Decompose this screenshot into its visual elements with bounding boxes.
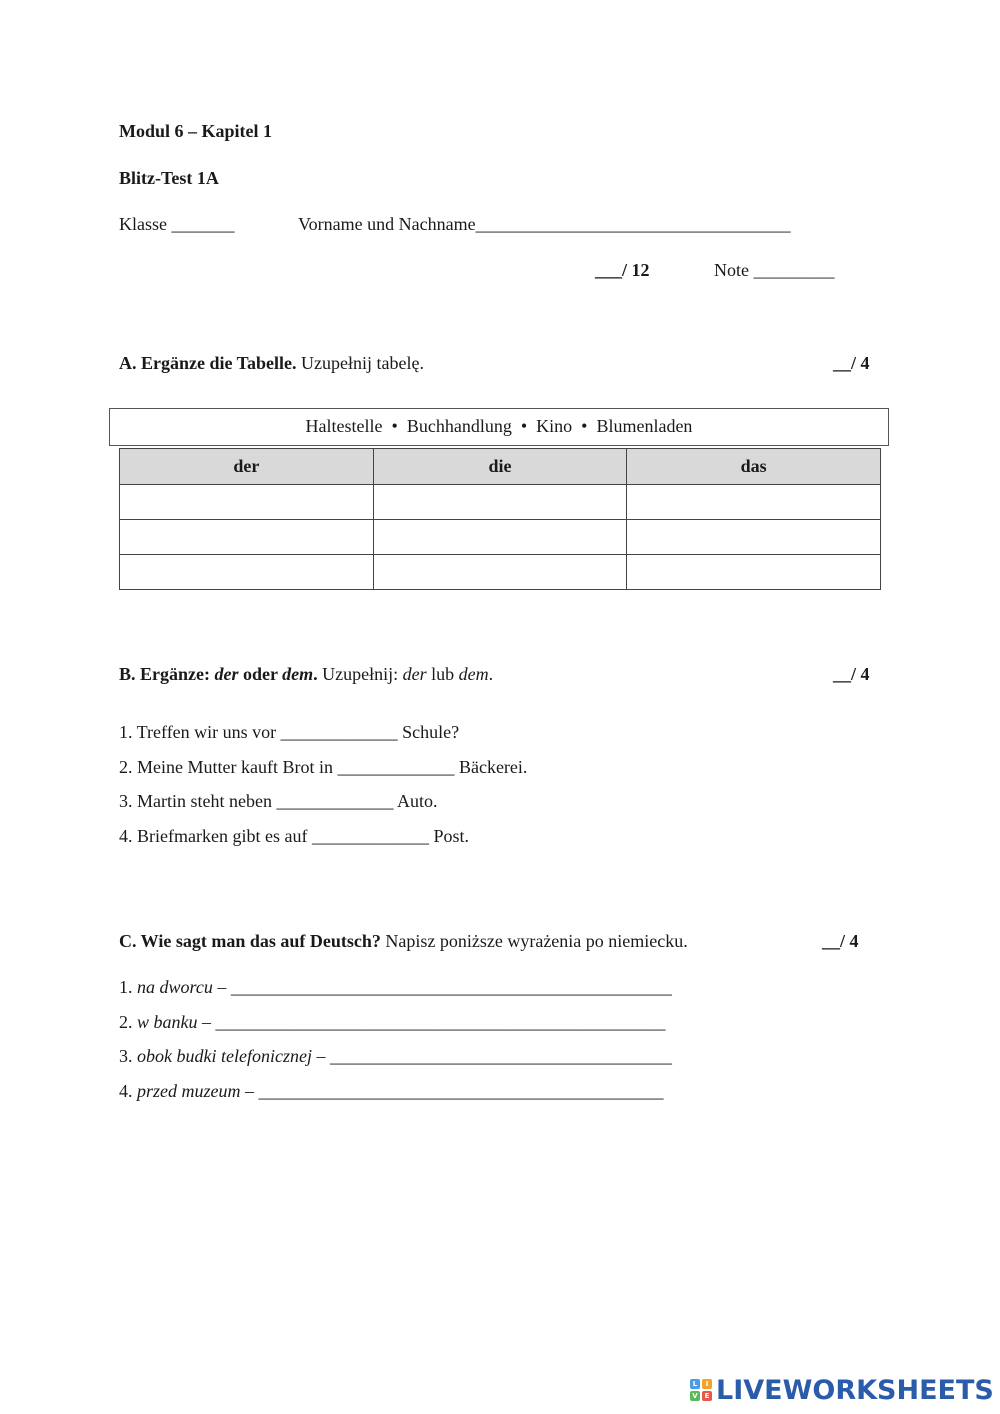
answer-cell[interactable] — [373, 485, 627, 520]
bullet-separator: • — [581, 416, 588, 436]
answer-cell[interactable] — [373, 520, 627, 555]
table-row — [120, 520, 881, 555]
section-c-score: __/ 4 — [822, 931, 859, 951]
section-a-title — [119, 353, 424, 374]
section-b-dem: dem — [282, 664, 314, 684]
section-b-score: __/ 4 — [833, 664, 870, 684]
column-header-die: die — [373, 449, 627, 485]
item-number: 4. — [119, 1081, 137, 1101]
class-field[interactable]: Klasse _______ — [119, 214, 235, 234]
bullet-separator: • — [391, 416, 398, 436]
answer-cell[interactable] — [627, 485, 881, 520]
section-c-title — [119, 931, 688, 952]
logo-icon — [690, 1379, 712, 1401]
section-b-polish-lub: lub — [426, 664, 459, 684]
logo-square: I — [702, 1379, 712, 1389]
answer-blank[interactable]: – _____________________________________________ — [240, 1081, 664, 1101]
polish-phrase: w banku — [137, 1012, 198, 1032]
answer-cell[interactable] — [120, 485, 374, 520]
table-row — [120, 555, 881, 590]
word-bank-item: Haltestelle — [305, 416, 383, 436]
word-bank-item: Kino — [536, 416, 573, 436]
section-a-title-german: A. Ergänze die Tabelle. — [119, 353, 297, 373]
polish-phrase: obok budki telefonicznej — [137, 1046, 312, 1066]
table-header-row — [120, 449, 881, 485]
translation-item[interactable] — [119, 1046, 672, 1067]
grade-field[interactable]: Note _________ — [714, 260, 835, 280]
logo-text: LIVEWORKSHEETS — [716, 1374, 994, 1406]
test-title: Blitz-Test 1A — [119, 168, 219, 188]
word-bank-item: Blumenladen — [596, 416, 693, 436]
answer-cell[interactable] — [120, 520, 374, 555]
bullet-separator: • — [520, 416, 528, 436]
answer-blank[interactable]: – _________________________________________________ — [212, 977, 672, 997]
section-b-title — [119, 664, 493, 685]
word-bank-item: Buchhandlung — [406, 416, 512, 436]
section-b-polish-dem: dem — [458, 664, 489, 684]
answer-blank[interactable]: – __________________________________________________ — [197, 1012, 666, 1032]
section-b-oder: oder — [238, 664, 283, 684]
section-c-title-polish: Napisz poniższe wyrażenia po niemiecku. — [380, 931, 688, 951]
answer-cell[interactable] — [627, 520, 881, 555]
exercise-item[interactable]: 4. Briefmarken gibt es auf _____________ Post. — [119, 826, 469, 846]
answer-blank[interactable]: – ______________________________________ — [311, 1046, 672, 1066]
polish-phrase: na dworcu — [137, 977, 213, 997]
name-field[interactable]: Vorname und Nachname___________________________________ — [298, 214, 791, 234]
column-header-der: der — [120, 449, 374, 485]
section-b-prefix: B. Ergänze: — [119, 664, 215, 684]
item-number: 1. — [119, 977, 137, 997]
section-a-title-polish: Uzupełnij tabelę. — [296, 353, 424, 373]
answer-cell[interactable] — [627, 555, 881, 590]
word-bank — [109, 408, 889, 446]
total-score: ___/ 12 — [595, 260, 650, 280]
module-title: Modul 6 – Kapitel 1 — [119, 121, 273, 141]
polish-phrase: przed muzeum — [137, 1081, 241, 1101]
section-b-polish-dot: . — [488, 664, 494, 684]
translation-item[interactable] — [119, 977, 672, 998]
section-b-der: der — [214, 664, 239, 684]
item-number: 3. — [119, 1046, 137, 1066]
exercise-item[interactable]: 3. Martin steht neben _____________ Auto. — [119, 791, 438, 811]
translation-item[interactable] — [119, 1081, 664, 1102]
exercise-item[interactable]: 1. Treffen wir uns vor _____________ Schule? — [119, 722, 460, 742]
section-a-score: __/ 4 — [833, 353, 870, 373]
answer-cell[interactable] — [120, 555, 374, 590]
answer-cell[interactable] — [373, 555, 627, 590]
section-b-polish-der: der — [402, 664, 427, 684]
logo-square: V — [690, 1391, 700, 1401]
item-number: 2. — [119, 1012, 137, 1032]
section-b-dot: . — [313, 664, 318, 684]
column-header-das: das — [627, 449, 881, 485]
logo-square: L — [690, 1379, 700, 1389]
translation-item[interactable] — [119, 1012, 666, 1033]
table-row — [120, 485, 881, 520]
liveworksheets-logo — [690, 1374, 994, 1406]
exercise-item[interactable]: 2. Meine Mutter kauft Brot in _____________ Bäckerei. — [119, 757, 528, 777]
section-b-polish-prefix: Uzupełnij: — [317, 664, 403, 684]
logo-square: E — [702, 1391, 712, 1401]
section-c-title-german: C. Wie sagt man das auf Deutsch? — [119, 931, 381, 951]
gender-table — [119, 448, 881, 590]
